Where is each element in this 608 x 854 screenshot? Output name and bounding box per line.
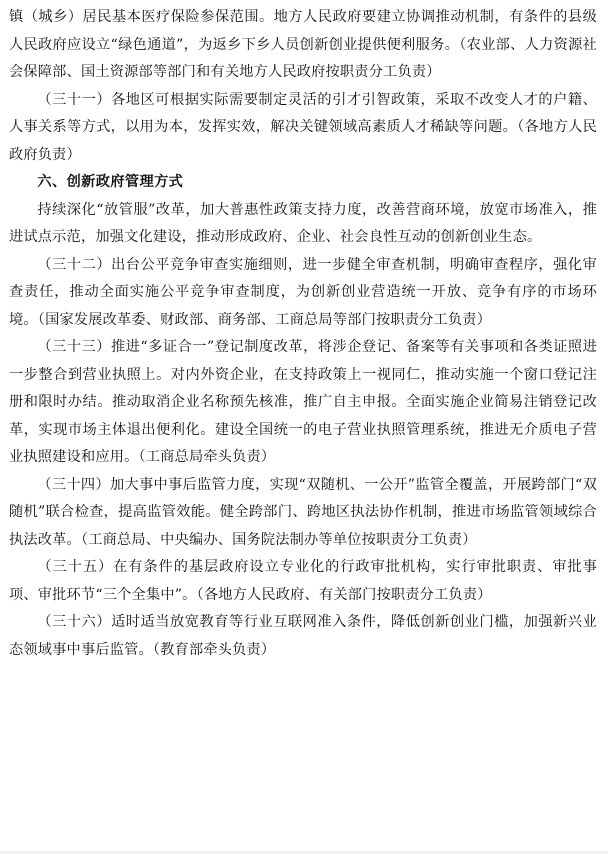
paragraph-item-34: （三十四）加大事中事后监管力度，实现“双随机、一公开”监管全覆盖，开展跨部门“双随机”联合检查，提高监管效能。健全跨部门、跨地区执法协作机制，推进市场监管领域综合执法改革。（工商总局、中央编办、国务院法制办等单位按职责分工负责） [9, 476, 597, 548]
paragraph-item-36: （三十六）适时适当放宽教育等行业互联网准入条件，降低创新创业门槛，加强新兴业态领域事中事后监管。（教育部牵头负责） [9, 614, 597, 658]
paragraph-item-33: （三十三）推进“多证合一”登记制度改革，将涉企登记、备案等有关事项和各类证照进一步整合到营业执照上。对内外资企业，在支持政策上一视同仁，推动实施一个窗口登记注册和限时办结。推动取消企业名称预先核准，推广自主申报。全面实施企业简易注销登记改革，实现市场主体退出便利化。建设全国统一的电子营业执照管理系统，推进无介质电子营业执照建设和应用。（工商总局牵头负责） [9, 339, 597, 465]
paragraph-section-intro: 持续深化“放管服”改革，加大普惠性政策支持力度，改善营商环境，放宽市场准入，推进试点示范，加强文化建设，推动形成政府、企业、社会良性互动的创新创业生态。 [9, 201, 597, 245]
paragraph-continued: 镇（城乡）居民基本医疗保险参保范围。地方人民政府要建立协调推动机制，有条件的县级人民政府应设立“绿色通道”，为返乡下乡人员创新创业提供便利服务。（农业部、人力资源社会保障部、国土资源部等部门和有关地方人民政府按职责分工负责） [9, 9, 597, 80]
paragraph-item-35: （三十五）在有条件的基层政府设立专业化的行政审批机构，实行审批职责、审批事项、审批环节“三个全集中”。（各地方人民政府、有关部门按职责分工负责） [9, 559, 597, 603]
paragraph-item-32: （三十二）出台公平竞争审查实施细则，进一步健全审查机制，明确审查程序，强化审查责任，推动全面实施公平竞争审查制度，为创新创业营造统一开放、竞争有序的市场环境。（国家发展改革委、财政部、商务部、工商总局等部门按职责分工负责） [9, 256, 597, 328]
section-heading: 六、创新政府管理方式 [37, 174, 184, 190]
document-page [9, 4, 597, 664]
paragraph-item-31: （三十一）各地区可根据实际需要制定灵活的引才引智政策，采取不改变人才的户籍、人事关系等方式，以用为本，发挥实效，解决关键领域高素质人才稀缺等问题。（各地方人民政府负责） [9, 91, 597, 163]
